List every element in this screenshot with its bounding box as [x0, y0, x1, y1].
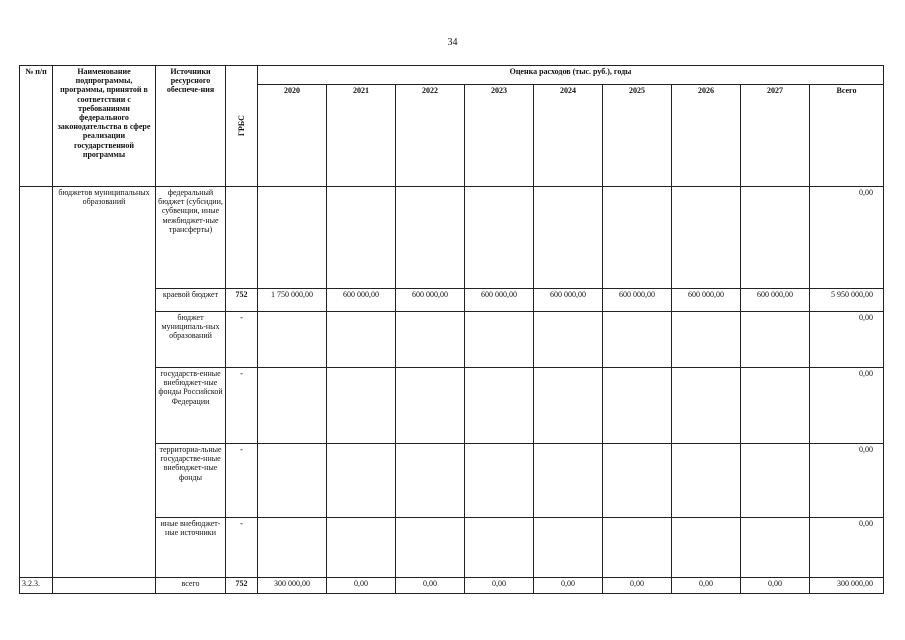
row-num-cell [20, 187, 53, 578]
header-name: Наименование подпрограммы, программы, принятой в соответствии с требованиями федерального законодательства в сфере реализации государственной программы [53, 66, 156, 187]
value-cell: 1 750 000,00 [258, 289, 327, 312]
grbs-cell: - [226, 312, 258, 368]
value-cell: 600 000,00 [534, 289, 603, 312]
page-number: 34 [447, 37, 458, 48]
value-cell [672, 368, 741, 444]
value-cell [603, 187, 672, 289]
value-cell [258, 518, 327, 578]
value-cell [534, 518, 603, 578]
header-estimate: Оценка расходов (тыс. руб.), годы [258, 66, 884, 85]
value-cell [672, 518, 741, 578]
value-cell [672, 187, 741, 289]
value-cell [327, 444, 396, 518]
value-cell [258, 444, 327, 518]
value-cell [465, 312, 534, 368]
value-cell: 600 000,00 [672, 289, 741, 312]
value-cell [327, 187, 396, 289]
value-cell [396, 187, 465, 289]
year-header-2027: 2027 [741, 85, 810, 187]
value-cell: 600 000,00 [603, 289, 672, 312]
value-cell: 0,00 [672, 578, 741, 594]
value-cell [672, 312, 741, 368]
value-cell [327, 368, 396, 444]
total-cell: 300 000,00 [810, 578, 884, 594]
value-cell [396, 368, 465, 444]
source-cell: иные внебюджет-ные источники [156, 518, 226, 578]
value-cell: 0,00 [603, 578, 672, 594]
value-cell [327, 312, 396, 368]
value-cell [327, 518, 396, 578]
value-cell: 600 000,00 [465, 289, 534, 312]
value-cell [465, 187, 534, 289]
value-cell: 0,00 [396, 578, 465, 594]
total-cell: 0,00 [810, 312, 884, 368]
value-cell [603, 312, 672, 368]
value-cell [603, 444, 672, 518]
year-header-2022: 2022 [396, 85, 465, 187]
value-cell [258, 312, 327, 368]
total-cell: 5 950 000,00 [810, 289, 884, 312]
value-cell: 0,00 [465, 578, 534, 594]
value-cell [672, 444, 741, 518]
grbs-cell: - [226, 518, 258, 578]
grbs-cell: 752 [226, 289, 258, 312]
grbs-cell: - [226, 368, 258, 444]
year-header-2024: 2024 [534, 85, 603, 187]
program-name-cell [53, 578, 156, 594]
source-cell: бюджет муниципаль-ных образований [156, 312, 226, 368]
value-cell [465, 368, 534, 444]
value-cell [396, 444, 465, 518]
value-cell [603, 518, 672, 578]
value-cell [534, 187, 603, 289]
value-cell: 600 000,00 [741, 289, 810, 312]
year-header-2025: 2025 [603, 85, 672, 187]
value-cell [741, 187, 810, 289]
value-cell: 600 000,00 [396, 289, 465, 312]
value-cell: 600 000,00 [327, 289, 396, 312]
value-cell [741, 312, 810, 368]
source-cell: государств-енные внебюджет-ные фонды Российской Федерации [156, 368, 226, 444]
value-cell [741, 518, 810, 578]
value-cell [465, 444, 534, 518]
value-cell [465, 518, 534, 578]
value-cell [534, 444, 603, 518]
table-row [20, 187, 884, 289]
total-cell: 0,00 [810, 444, 884, 518]
value-cell [534, 312, 603, 368]
source-cell: федеральный бюджет (субсидии, субвенции, иные межбюджет-ные трансферты) [156, 187, 226, 289]
value-cell: 0,00 [327, 578, 396, 594]
year-header-2021: 2021 [327, 85, 396, 187]
grbs-cell: 752 [226, 578, 258, 594]
header-grbs: ГРБС [226, 66, 258, 187]
year-header-2023: 2023 [465, 85, 534, 187]
grbs-cell [226, 187, 258, 289]
year-header-2026: 2026 [672, 85, 741, 187]
grbs-cell: - [226, 444, 258, 518]
value-cell [534, 368, 603, 444]
row-num-cell: 3.2.3. [20, 578, 53, 594]
value-cell [741, 444, 810, 518]
header-source: Источники ресурсного обеспече-ния [156, 66, 226, 187]
total-cell: 0,00 [810, 368, 884, 444]
year-header-2020: 2020 [258, 85, 327, 187]
value-cell: 0,00 [741, 578, 810, 594]
value-cell: 300 000,00 [258, 578, 327, 594]
value-cell [741, 368, 810, 444]
value-cell [396, 518, 465, 578]
value-cell [603, 368, 672, 444]
source-cell: краевой бюджет [156, 289, 226, 312]
program-name-continuation: бюджетов муниципальных образований [53, 187, 156, 578]
source-cell: всего [156, 578, 226, 594]
table-row-3-2-3 [20, 578, 884, 594]
total-cell: 0,00 [810, 518, 884, 578]
value-cell [258, 187, 327, 289]
value-cell: 0,00 [534, 578, 603, 594]
total-cell: 0,00 [810, 187, 884, 289]
year-header-total: Всего [810, 85, 884, 187]
budget-table [19, 65, 884, 594]
source-cell: территориа-льные государстве-нные внебюджет-ные фонды [156, 444, 226, 518]
value-cell [396, 312, 465, 368]
header-num: № п/п [20, 66, 53, 187]
value-cell [258, 368, 327, 444]
